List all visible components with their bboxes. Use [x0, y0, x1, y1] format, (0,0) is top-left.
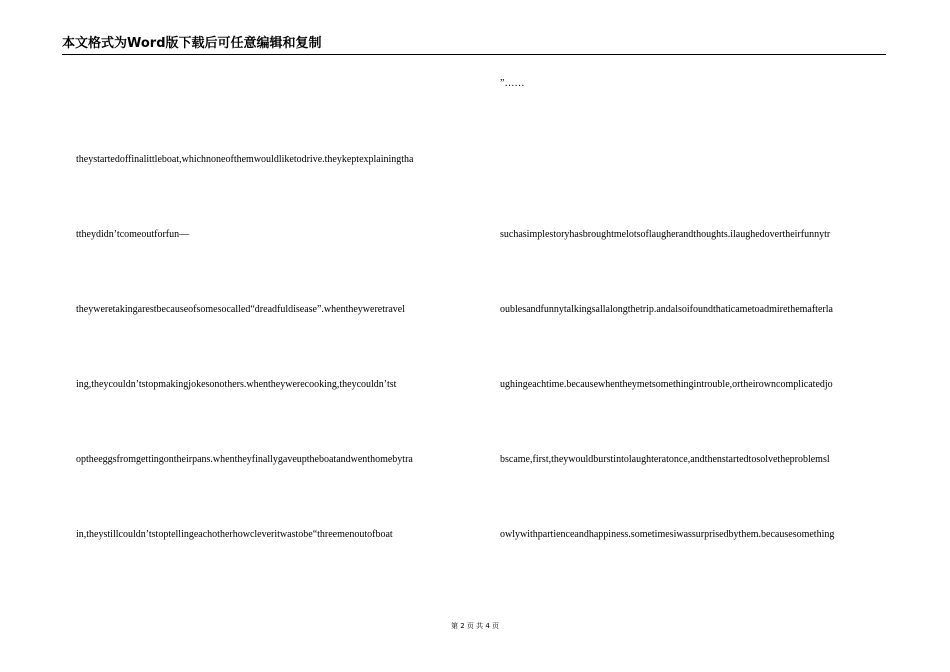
right-line-4: ughingeachtime.becausewhentheymetsomethingintrouble,ortheirowncomplicatedjo	[500, 379, 833, 390]
left-line-1: theystartedoffinalittleboat,whichnoneofthemwouldliketodrive.theykeptexplainingtha	[76, 154, 414, 165]
page-number-label: 第 2 页 共 4 页	[450, 622, 500, 630]
header-title: 本文格式为Word版下载后可任意编辑和复制	[62, 36, 322, 51]
left-line-2: ttheydidn’tcomeoutforfun—	[76, 229, 190, 240]
left-line-5: optheeggsfromgettingontheirpans.whentheyfinallygaveuptheboatandwenthomebytra	[76, 454, 413, 465]
right-line-3: oublesandfunnytalkingsallalongthetrip.andalsoifoundthaticametoadmirethemafterla	[500, 304, 833, 315]
right-line-6: owlywithpartienceandhappiness.sometimesiwassurprisedbythem.becausesomething	[500, 529, 835, 540]
page-header	[62, 36, 886, 55]
right-line-5: bscame,first,theywouldburstintolaughteratonce,andthenstartedtosolvetheproblemsl	[500, 454, 830, 465]
left-line-6: in,theystillcouldn’tstoptellingeachotherhowcleveritwastobe“threemenoutofboat	[76, 529, 393, 540]
right-line-2: suchasimplestoryhasbroughtmelotsoflaugherandthoughts.ilaughedovertheirfunnytr	[500, 229, 831, 240]
left-line-3: theyweretakingarestbecauseofsomesocalled“dreadfuldisease”.whentheyweretravel	[76, 304, 406, 315]
right-line-1: ”……	[500, 78, 525, 89]
page-footer	[0, 621, 950, 631]
left-line-4: ing,theycouldn’tstopmakingjokesonothers.whentheywerecooking,theycouldn’tst	[76, 379, 397, 390]
